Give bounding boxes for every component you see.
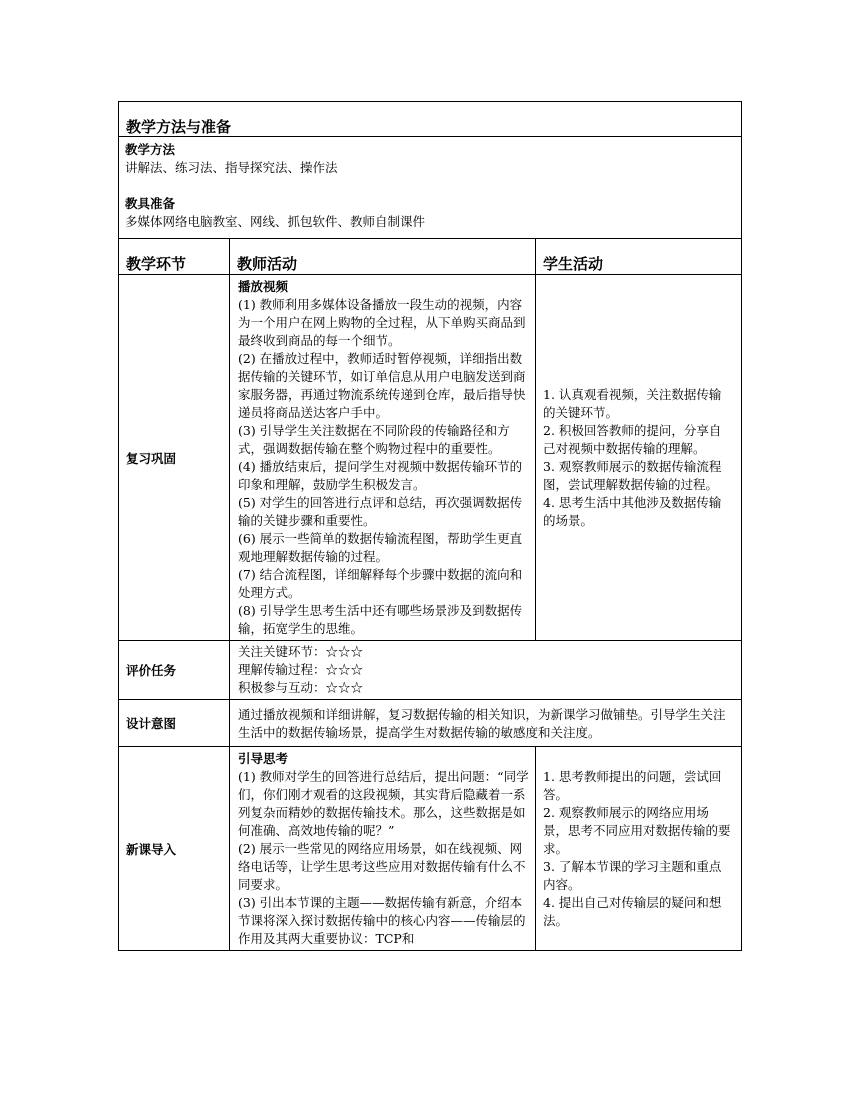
student-step: 1. 思考教师提出的问题，尝试回答。 bbox=[543, 768, 722, 802]
activity-step: (3) 引导学生关注数据在不同阶段的传输路径和方式，强调数据传输在整个购物过程中的重要性。 bbox=[238, 423, 510, 456]
tools-heading: 教具准备 bbox=[125, 196, 176, 211]
activity-step: (6) 展示一些简单的数据传输流程图，帮助学生更直观地理解数据传输的过程。 bbox=[238, 531, 523, 564]
section-title: 教学方法与准备 bbox=[126, 118, 232, 136]
student-step: 3. 观察教师展示的数据传输流程图，尝试理解数据传输的过程。 bbox=[543, 458, 722, 492]
intro-row bbox=[119, 747, 742, 951]
header-student: 学生活动 bbox=[543, 255, 604, 273]
activity-title: 播放视频 bbox=[238, 279, 289, 294]
preparation-row bbox=[119, 137, 742, 239]
teacher-activity-cell bbox=[230, 747, 536, 951]
student-step: 1. 认真观看视频，关注数据传输的关键环节。 bbox=[543, 386, 722, 420]
student-step: 4. 提出自己对传输层的疑问和想法。 bbox=[543, 894, 722, 928]
stage-label: 评价任务 bbox=[126, 663, 177, 678]
activity-step: (7) 结合流程图，详细解释每个步骤中数据的流向和处理方式。 bbox=[238, 567, 523, 600]
header-teacher: 教师活动 bbox=[237, 255, 298, 273]
student-step: 4. 思考生活中其他涉及数据传输的场景。 bbox=[543, 494, 722, 528]
review-row bbox=[119, 275, 742, 641]
activity-step: (1) 教师利用多媒体设备播放一段生动的视频，内容为一个用户在网上购物的全过程，从下单购买商品到最终收到商品的每一个细节。 bbox=[238, 297, 526, 348]
student-step: 2. 积极回答教师的提问，分享自己对视频中数据传输的理解。 bbox=[543, 422, 722, 456]
activity-step: (2) 在播放过程中，教师适时暂停视频，详细指出数据传输的关键环节，如订单信息从用户电脑发送到商家服务器，再通过物流系统传递到仓库，最后指导快递员将商品送达客户手中。 bbox=[238, 351, 526, 420]
student-step: 2. 观察教师展示的网络应用场景，思考不同应用对数据传输的要求。 bbox=[543, 804, 731, 856]
design-cell bbox=[230, 700, 742, 747]
stage-label: 新课导入 bbox=[126, 841, 177, 857]
stage-label: 复习巩固 bbox=[126, 450, 177, 466]
section-title-row bbox=[119, 102, 742, 137]
methods-heading: 教学方法 bbox=[125, 142, 176, 157]
stage-label: 设计意图 bbox=[126, 716, 177, 731]
student-activity-cell bbox=[536, 275, 742, 641]
student-activity-cell bbox=[536, 747, 742, 951]
activity-step: (3) 引出本节课的主题——数据传输有新意，介绍本节课将深入探讨数据传输中的核心内容——传输层的作用及其两大重要协议：TCP和 bbox=[238, 895, 526, 946]
activity-title: 引导思考 bbox=[238, 751, 289, 766]
evaluation-item: 关注关键环节：☆☆☆ bbox=[238, 644, 364, 659]
activity-step: (8) 引导学生思考生活中还有哪些场景涉及到数据传输，拓宽学生的思维。 bbox=[238, 603, 523, 636]
evaluation-item: 积极参与互动：☆☆☆ bbox=[238, 680, 364, 695]
design-text: 通过播放视频和详细讲解，复习数据传输的相关知识，为新课学习做铺垫。引导学生关注生活中的数据传输场景，提高学生对数据传输的敏感度和关注度。 bbox=[238, 707, 726, 740]
teacher-activity-cell bbox=[230, 275, 536, 641]
activity-step: (4) 播放结束后，提问学生对视频中数据传输环节的印象和理解，鼓励学生积极发言。 bbox=[238, 459, 523, 492]
design-row bbox=[119, 700, 742, 747]
column-header-row bbox=[119, 239, 742, 275]
activity-step: (5) 对学生的回答进行点评和总结，再次强调数据传输的关键步骤和重要性。 bbox=[238, 495, 523, 528]
lesson-plan-table bbox=[118, 101, 742, 951]
activity-step: (2) 展示一些常见的网络应用场景，如在线视频、网络电话等，让学生思考这些应用对数据传输有什么不同要求。 bbox=[238, 841, 526, 892]
methods-text: 讲解法、练习法、指导探究法、操作法 bbox=[125, 160, 338, 175]
student-step: 3. 了解本节课的学习主题和重点内容。 bbox=[543, 858, 722, 892]
tools-text: 多媒体网络电脑教室、网线、抓包软件、教师自制课件 bbox=[125, 214, 426, 229]
preparation-cell bbox=[119, 137, 742, 239]
header-stage: 教学环节 bbox=[126, 255, 187, 273]
evaluation-item: 理解传输过程：☆☆☆ bbox=[238, 662, 364, 677]
activity-step: (1) 教师对学生的回答进行总结后，提出问题：“同学们，你们刚才观看的这段视频，其实背后隐藏着一系列复杂而精妙的数据传输技术。那么，这些数据是如何准确、高效地传输的呢？” bbox=[238, 769, 529, 838]
evaluation-row bbox=[119, 641, 742, 700]
evaluation-cell bbox=[230, 641, 742, 700]
